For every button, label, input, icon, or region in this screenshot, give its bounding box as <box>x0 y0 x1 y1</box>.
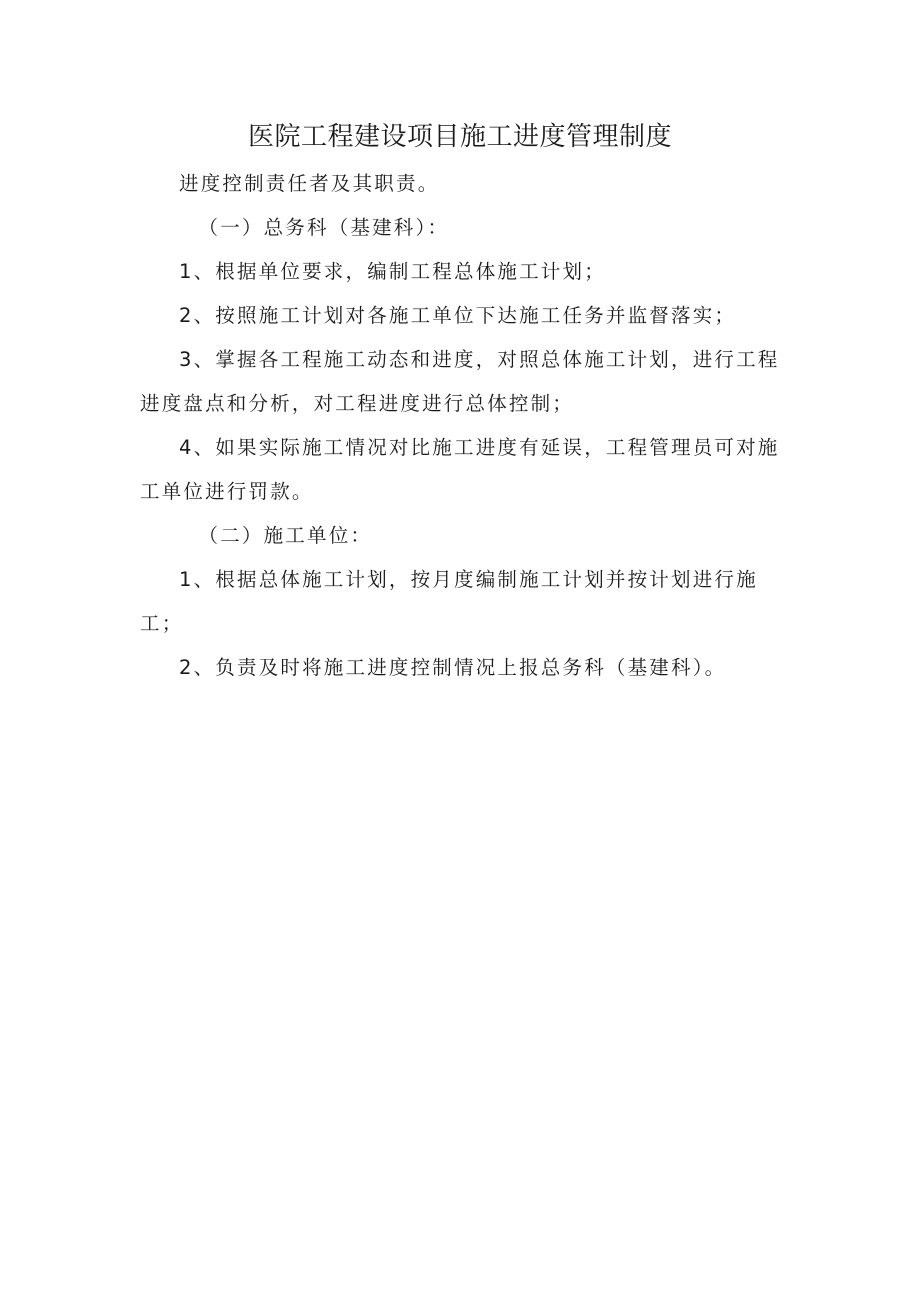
list-item: 2、按照施工计划对各施工单位下达施工任务并监督落实； <box>179 304 737 327</box>
list-item: 1、根据单位要求，编制工程总体施工计划； <box>179 260 606 283</box>
list-item: 3、掌握各工程施工动态和进度，对照总体施工计划，进行工程进度盘点和分析，对工程进度进行总体控制； <box>140 348 780 415</box>
list-item: 1、根据总体施工计划，按月度编制施工计划并按计划进行施工； <box>140 568 758 635</box>
section-heading-general-affairs: （一）总务科（基建科）： <box>198 216 450 239</box>
list-item: 2、负责及时将施工进度控制情况上报总务科（基建科）。 <box>179 656 727 679</box>
document-body <box>140 162 782 690</box>
section-intro: 进度控制责任者及其职责。 <box>179 172 440 195</box>
section-heading-construction-unit: （二）施工单位： <box>198 524 373 547</box>
document-title: 医院工程建设项目施工进度管理制度 <box>247 122 672 152</box>
list-item: 4、如果实际施工情况对比施工进度有延误，工程管理员可对施工单位进行罚款。 <box>140 436 780 503</box>
